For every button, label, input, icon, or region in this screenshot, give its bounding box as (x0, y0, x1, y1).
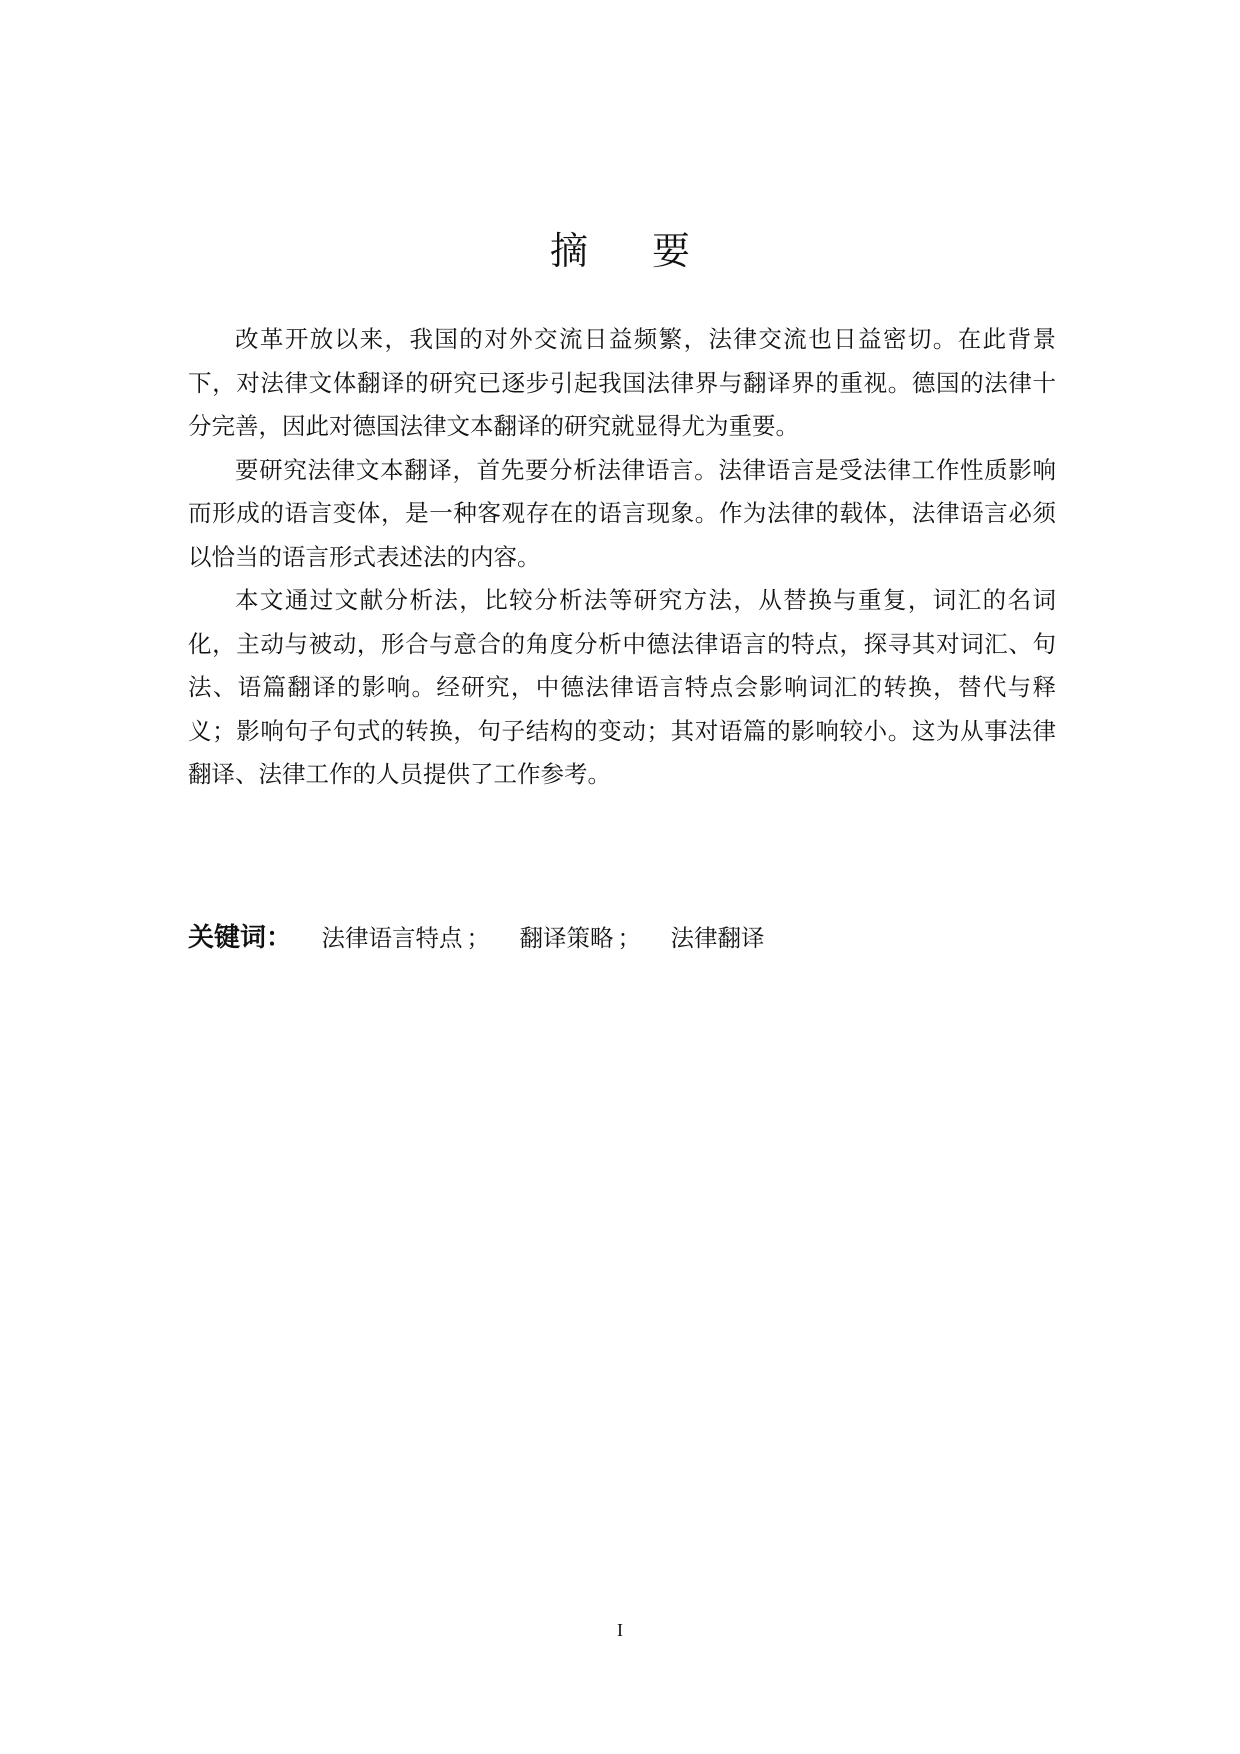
abstract-body (188, 318, 1056, 797)
keyword-2: 翻译策略 (519, 924, 614, 952)
keyword-separator: ； (466, 924, 490, 952)
abstract-title: 摘要 (549, 229, 754, 273)
keywords-line (188, 918, 768, 958)
keywords-label: 关键词： (188, 923, 293, 953)
abstract-paragraph-2: 要研究法律文本翻译，首先要分析法律语言。法律语言是受法律工作性质影响而形成的语言变体，是一种客观存在的语言现象。作为法律的载体，法律语言必须以恰当的语言形式表述法的内容。 (188, 455, 1056, 571)
abstract-paragraph-3: 本文通过文献分析法，比较分析法等研究方法，从替换与重复，词汇的名词化，主动与被动，形合与意合的角度分析中德法律语言的特点，探寻其对词汇、句法、语篇翻译的影响。经研究，中德法律语言特点会影响词汇的转换，替代与释义；影响句子句式的转换，句子结构的变动；其对语篇的影响较小。这为从事法律翻译、法律工作的人员提供了工作参考。 (188, 586, 1056, 788)
keyword-1: 法律语言特点 (321, 924, 463, 952)
keyword-3: 法律翻译 (670, 924, 765, 952)
abstract-paragraph-1: 改革开放以来，我国的对外交流日益频繁，法律交流也日益密切。在此背景下，对法律文体翻译的研究已逐步引起我国法律界与翻译界的重视。德国的法律十分完善，因此对德国法律文本翻译的研究就显得尤为重要。 (188, 325, 1056, 440)
keyword-separator: ； (617, 924, 641, 952)
page-number: I (617, 1620, 623, 1640)
